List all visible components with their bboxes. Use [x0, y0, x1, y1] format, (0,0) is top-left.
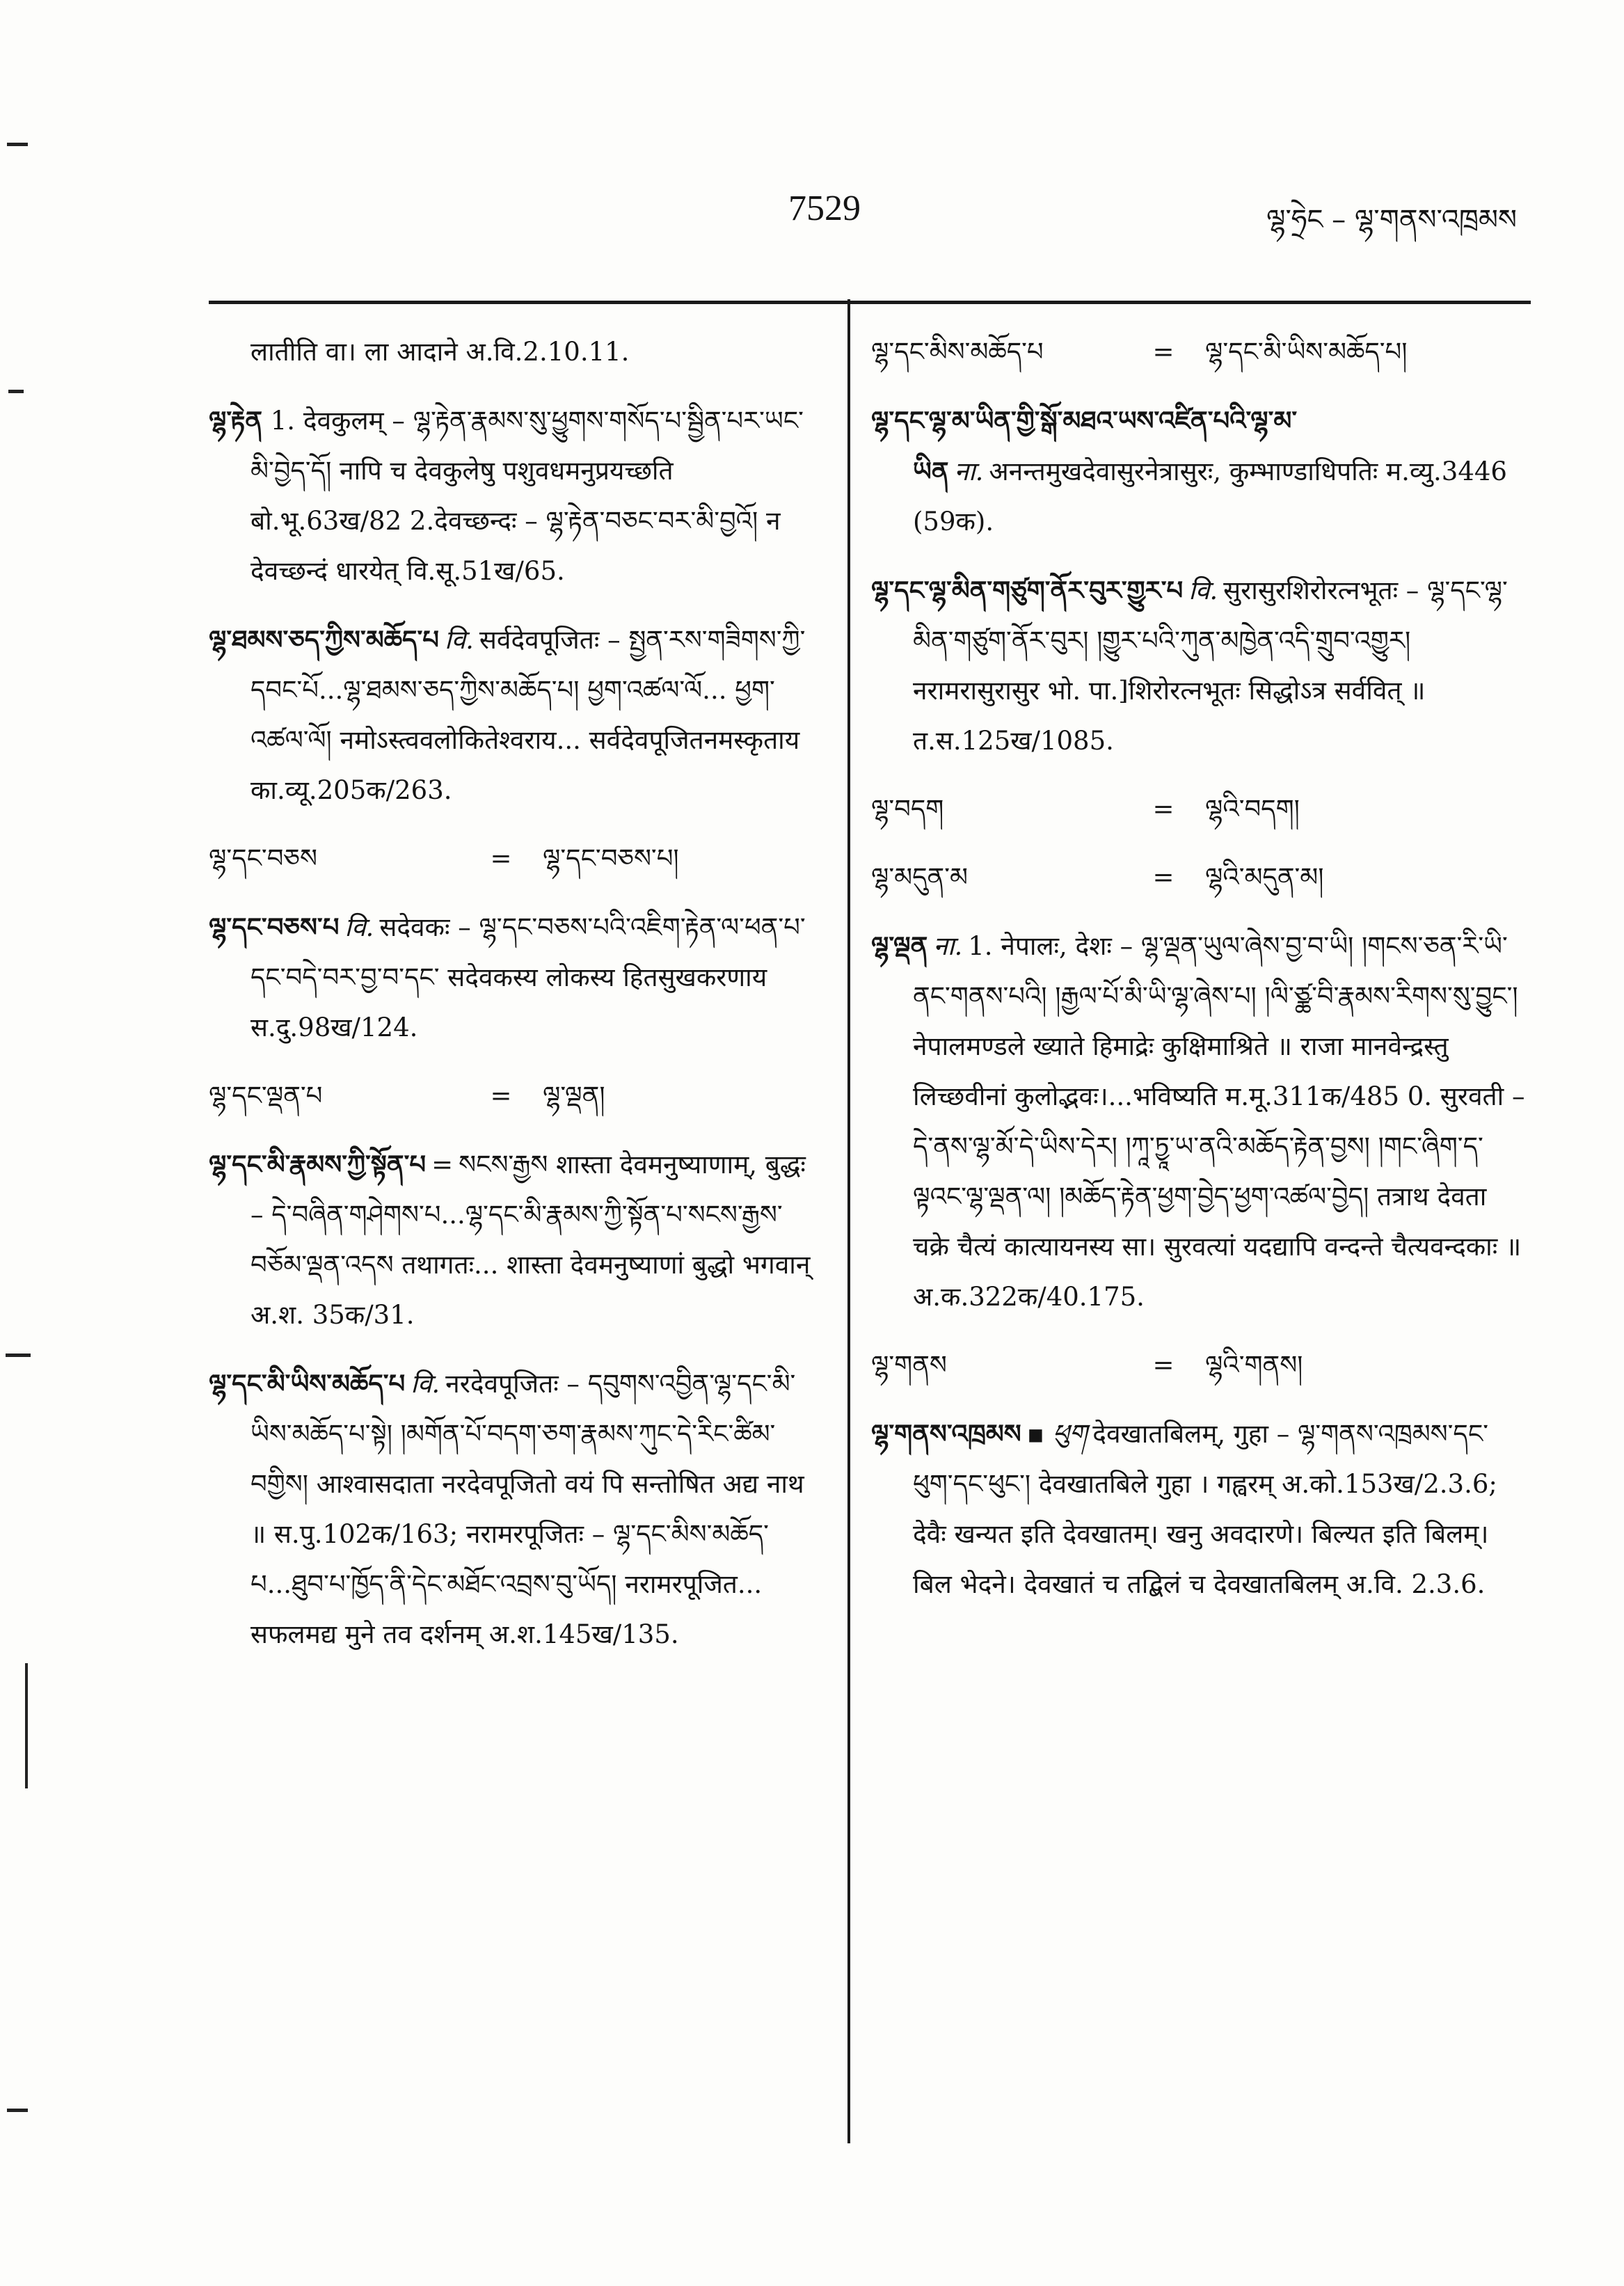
xref-target: ལྷའི་གནས།: [1205, 1350, 1303, 1380]
entry: [209, 902, 821, 1053]
headword: ལྷ་རྟེན: [209, 405, 262, 436]
xref-term: ལྷ་དང་མིས་མཆོད་པ: [871, 337, 1044, 367]
entry: [209, 1139, 821, 1340]
headword: ལྷ་ཐམས་ཅད་ཀྱིས་མཆོད་པ: [209, 624, 439, 655]
running-head: ལྷ་ཧྲེང – ལྷ་གནས་འཁྲམས: [1266, 204, 1517, 236]
cross-reference: [871, 1340, 1525, 1390]
scan-margin-mark: [25, 1663, 28, 1788]
definition: सर्वदेवपूजितः – སྤྱན་རས་གཟིགས་ཀྱི་དབང་པོ...ལྷ་ཐམས་ཅད་ཀྱིས་མཆོད་པ། ཕྱག་འཚལ་ལོ... ཕྱག་འཚལ་ལོ། नमोऽस्त्ववलोकितेश्वराय... सर्वदेवपूजितनमस्कृताय का.व्यू.205क/263.: [250, 625, 806, 805]
definition: སངས་རྒྱས शास्ता देवमनुष्याणाम्, बुद्धः – དེ་བཞིན་གཤེགས་པ...ལྷ་དང་མི་རྣམས་ཀྱི་སྟོན་པ་སངས་རྒྱས་བཅོམ་ལྡན་འདས तथागतः... शास्ता देवमनुष्याणां बुद्धो भगवान् अ.श. 35क/31.: [250, 1150, 811, 1330]
page-header: [0, 188, 1624, 244]
scan-margin-mark: [6, 1354, 31, 1357]
headword: ལྷ་གནས་འཁྲམས: [871, 1418, 1021, 1449]
xref-term: ལྷ་མདུན་མ: [871, 862, 968, 892]
part-of-speech: ना.: [954, 457, 984, 486]
part-of-speech: वि.: [444, 625, 474, 655]
cross-reference: [871, 327, 1525, 377]
page-number: 7529: [788, 189, 861, 228]
left-column: [209, 327, 821, 2109]
xref-target: ལྷའི་མདུན་མ།: [1205, 862, 1324, 892]
definition: सदेवकः – ལྷ་དང་བཅས་པའི་འཇིག་རྟེན་ལ་ཕན་པ་དང་བདེ་བར་བྱ་བ་དང་ सदेवकस्य लोकस्य हितसुखकरणाय स.दु.98ख/124.: [250, 912, 806, 1042]
entry: [871, 395, 1525, 547]
xref-target: ལྷ་དང་བཅས་པ།: [543, 843, 679, 873]
equals-sign: =: [1152, 1350, 1175, 1380]
definition: नरदेवपूजितः – དབུགས་འབྱིན་ལྷ་དང་མི་ཡིས་མཆོད་པ་སྟེ། །མགོན་པོ་བདག་ཅག་རྣམས་ཀུང་དེ་རིང་ཚིམ་བགྱིས། आश्वासदाता नरदेवपूजितो वयं पि सन्तोषित अद्य नाथ ॥ स.पु.102क/163; नरामरपूजितः – ལྷ་དང་མིས་མཆོད་པ...ཐུབ་པ་ཁྱོད་ནི་དེང་མཐོང་འབྲས་བུ་ཡོད། नरामरपूजित... सफलमद्य मुने तव दर्शनम् अ.श.145ख/135.: [250, 1369, 804, 1649]
entry: [209, 1358, 821, 1660]
xref-term: ལྷ་བདག: [871, 794, 944, 824]
definition: देवखातबिलम्, गुहा – ལྷ་གནས་འཁྲམས་དང་ཕུག་དང་ཕུང་། देवखातबिले गुहा । गह्वरम् अ.को.153ख/2.3.6; देवैः खन्यत इति देवखातम्। खनु अवदारणे। बिल्यत इति बिलम्। बिल भेदने। देवखातं च तद्बिलं च देवखातबिलम् अ.वि. 2.3.6.: [913, 1419, 1497, 1599]
equals-sign: =: [1152, 337, 1175, 367]
xref-target: ལྷ་དང་མི་ཡིས་མཆོད་པ།: [1205, 337, 1408, 367]
entry: [209, 395, 821, 596]
entry-continuation: लातीति वा। ला आदाने अ.वि.2.10.11.: [250, 337, 630, 367]
cross-reference: [871, 784, 1525, 834]
right-column: [871, 327, 1525, 2109]
definition: अनन्तमुखदेवासुरनेत्रासुरः, कुम्भाण्डाधिपतिः म.व्यु.3446 (59क).: [913, 457, 1507, 537]
entry: [209, 614, 821, 816]
equals-sign: =: [490, 1081, 512, 1111]
scan-margin-mark: [7, 2109, 28, 2112]
definition: सुरासुरशिरोरत्नभूतः – ལྷ་དང་ལྷ་མིན་གཙུག་ནོར་བུར། །གྱུར་པའི་ཀུན་མཁྱེན་འདི་གྲུབ་འགྱུར། नरामरासुरासुर भो. पा.]शिरोरत्नभूतः सिद्धोऽत्र सर्ववित् ॥ त.स.125ख/1085.: [913, 576, 1508, 756]
part-of-speech: वि.: [344, 912, 374, 942]
xref-term: ལྷ་དང་ལྡན་པ: [209, 1081, 323, 1111]
entry: [871, 565, 1525, 766]
part-of-speech: वि.: [411, 1369, 440, 1399]
definition: 1. नेपालः, देशः – ལྷ་ལྡན་ཡུལ་ཞེས་བྱ་བ་ཡི། །གངས་ཅན་རི་ཡི་ནང་གནས་པའི། །རྒྱལ་པོ་མི་ཡི་ལྷ་ཞེས་པ། །ལི་ཙྪ་བི་རྣམས་རིགས་སུ་བྱུང་། नेपालमण्डले ख्याते हिमाद्रेः कुक्षिमाश्रिते ॥ राजा मानवेन्द्रस्तु लिच्छवीनां कुलोद्भवः।...भविष्यति म.मू.311क/485 0. सुरवती – དེ་ནས་ལྷ་མོ་དེ་ཡིས་དེར། །ཀཱ་ཏྱཱ་ཡ་ནའི་མཆོད་རྟེན་བྱས། །གང་ཞིག་ད་ལྟའང་ལྷ་ལྡན་ལ། །མཆོད་རྟེན་ཕྱག་བྱེད་ཕྱག་འཚལ་བྱེད། तत्राथ देवता चक्रे चैत्यं कात्यायनस्य सा। सुरवत्यां यदद्यापि वन्दन्ते चैत्यवन्दकाः ॥ अ.क.322क/40.175.: [913, 931, 1525, 1312]
part-of-speech: ▪ ཕུག: [1026, 1419, 1088, 1449]
xref-term: ལྷ་དང་བཅས: [209, 843, 317, 873]
cross-reference: [871, 852, 1525, 903]
entry: [871, 921, 1525, 1322]
part-of-speech: =: [431, 1150, 454, 1180]
equals-sign: =: [490, 843, 512, 873]
headword: ལྷ་ལྡན: [871, 930, 928, 961]
entry: [871, 1408, 1525, 1610]
headword: ལྷ་དང་བཅས་པ: [209, 912, 340, 942]
header-rule: [209, 301, 1531, 304]
xref-term: ལྷ་གནས: [871, 1350, 947, 1380]
definition: 1. देवकुलम् – ལྷ་རྟེན་རྣམས་སུ་ཕྱུགས་གསོད་པ་སྦྱིན་པར་ཡང་མི་བྱེད་དོ། नापि च देवकुलेषु पशुवधमनुप्रयच्छति बो.भू.63ख/82 2.देवच्छन्दः – ལྷ་རྟེན་བཅང་བར་མི་བྱའོ། न देवच्छन्दं धारयेत् वि.सू.51ख/65.: [250, 406, 804, 586]
equals-sign: =: [1152, 862, 1175, 892]
scan-margin-mark: [8, 390, 24, 393]
part-of-speech: वि.: [1188, 576, 1218, 605]
headword: ལྷ་དང་ལྷ་མ་ཡིན་གྱི་སྒོ་མཐའ་ཡས་འཛིན་པའི་ལྷ་མ་ཡིན: [871, 405, 1298, 486]
cross-reference: [209, 1071, 821, 1121]
headword: ལྷ་དང་མི་ཡིས་མཆོད་པ: [209, 1368, 406, 1399]
cross-reference: [209, 834, 821, 884]
xref-target: ལྷའི་བདག།: [1205, 794, 1300, 824]
column-divider: [847, 299, 850, 2143]
headword: ལྷ་དང་ལྷ་མིན་གཙུག་ནོར་བུར་གྱུར་པ: [871, 575, 1184, 605]
headword: ལྷ་དང་མི་རྣམས་ཀྱི་སྟོན་པ: [209, 1149, 427, 1180]
scan-margin-mark: [7, 143, 28, 146]
equals-sign: =: [1152, 794, 1175, 824]
xref-target: ལྷ་ལྡན།: [543, 1081, 605, 1111]
part-of-speech: ना.: [933, 931, 963, 961]
